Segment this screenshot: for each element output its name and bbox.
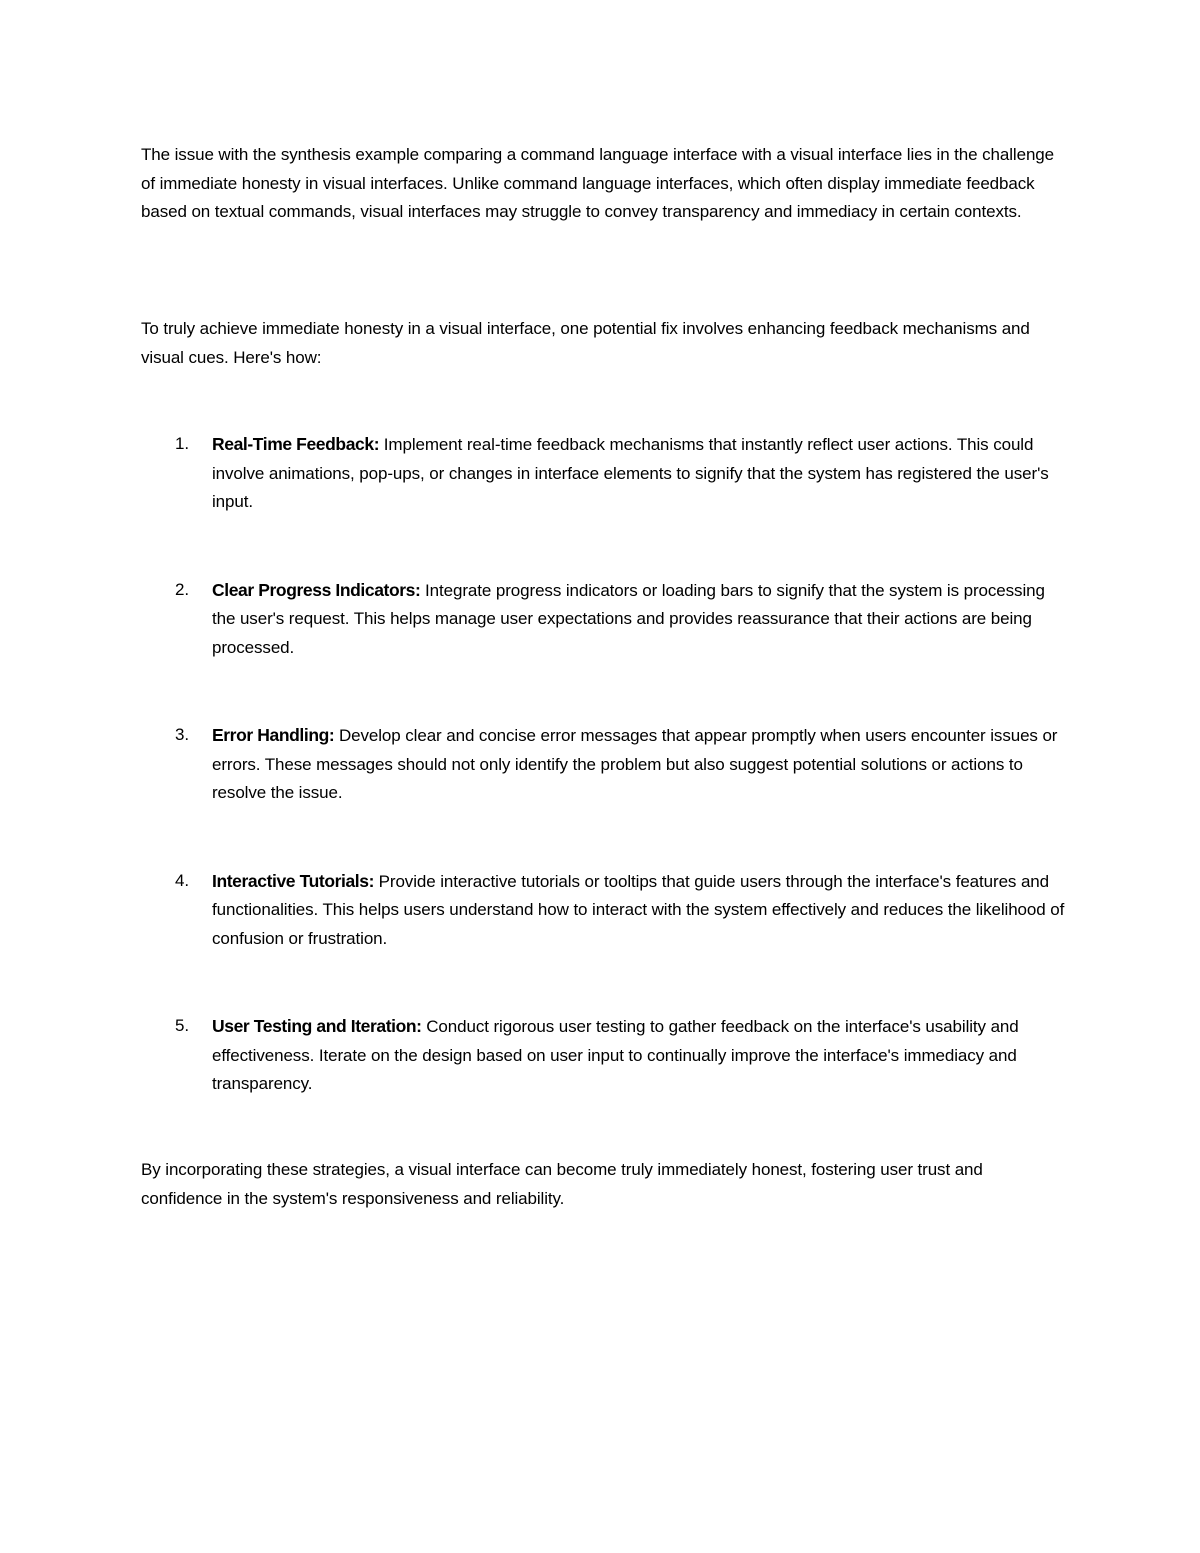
lead-paragraph: To truly achieve immediate honesty in a visual interface, one potential fix involves enhancing feedback mechanisms and visual cues. Here's how: bbox=[141, 319, 1030, 367]
list-item-title: Interactive Tutorials: bbox=[212, 870, 375, 891]
list-item-text: Develop clear and concise error messages that appear promptly when users encounter issues or errors. These messages should not only identify the problem but also suggest potential solutions or actions to resolve the issue. bbox=[212, 726, 1058, 802]
list-item-title: Error Handling: bbox=[212, 725, 335, 745]
list-item-text: Integrate progress indicators or loading bars to signify that the system is processing the user's request. This helps manage user expectations and provides reassurance that their actions are being processed. bbox=[212, 580, 1045, 657]
list-item-title: Clear Progress Indicators: bbox=[212, 579, 421, 600]
list-item-text: Conduct rigorous user testing to gather feedback on the interface's usability and effectiveness. Iterate on the design based on user input to continually improve the interface's immediacy and transparency. bbox=[212, 1017, 1019, 1093]
list-item-title: Real-Time Feedback: bbox=[212, 434, 380, 454]
list-item bbox=[141, 1012, 1066, 1099]
list-item-text: Implement real-time feedback mechanisms that instantly reflect user actions. This could involve animations, pop-ups, or changes in interface elements to signify that the system has registered the user's input. bbox=[212, 435, 1049, 511]
list-item bbox=[141, 430, 1066, 517]
list-item-number: 4. bbox=[175, 870, 189, 890]
list-item bbox=[141, 867, 1066, 954]
list-item bbox=[141, 721, 1066, 808]
list-item bbox=[141, 576, 1066, 663]
list-item-title: User Testing and Iteration: bbox=[212, 1016, 422, 1036]
list-item-number: 1. bbox=[175, 434, 189, 453]
list-item-number: 3. bbox=[175, 725, 189, 744]
intro-paragraph: The issue with the synthesis example comparing a command language interface with a visual interface lies in the challenge of immediate honesty in visual interfaces. Unlike command language interfaces, which often display immediate feedback based on textual commands, visual interfaces may struggle to convey transparency and immediacy in certain contexts. bbox=[141, 145, 1055, 221]
strategy-list bbox=[141, 430, 1066, 1099]
list-item-text: Provide interactive tutorials or tooltips that guide users through the interface's features and functionalities. This helps users understand how to interact with the system effectively and reduces the likelihood of confusion or frustration. bbox=[212, 871, 1065, 948]
list-item-number: 2. bbox=[175, 579, 189, 599]
list-item-number: 5. bbox=[175, 1016, 189, 1035]
closing-paragraph: By incorporating these strategies, a visual interface can become truly immediately honest, fostering user trust and confidence in the system's responsiveness and reliability. bbox=[141, 1160, 983, 1208]
